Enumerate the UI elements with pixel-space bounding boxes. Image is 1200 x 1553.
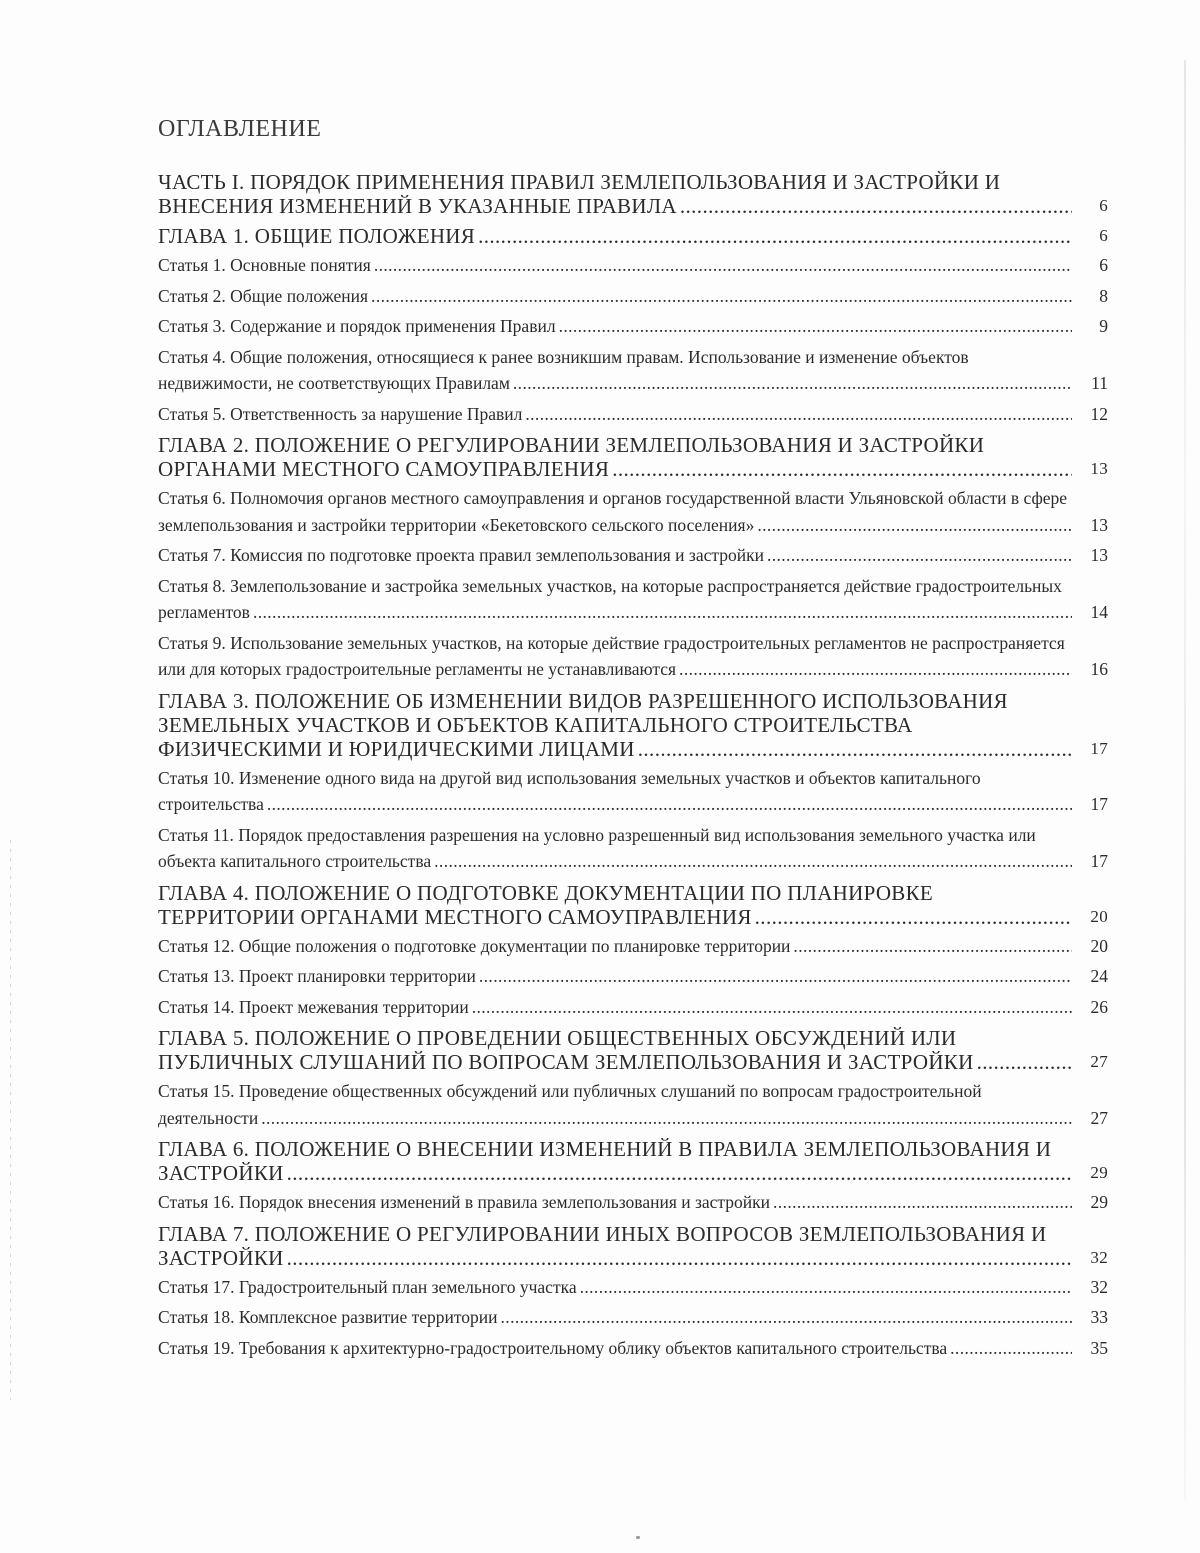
toc-entry-chapter[interactable]	[158, 224, 1108, 248]
toc-entry-article[interactable]	[158, 313, 1108, 340]
toc-entry-page-number: 20	[1072, 905, 1108, 929]
scan-speck	[636, 1536, 640, 1539]
toc-entry-page-number: 32	[1072, 1246, 1108, 1270]
toc-entry-chapter[interactable]	[158, 1137, 1108, 1185]
toc-entry-page-number: 33	[1072, 1304, 1108, 1331]
toc-entry-page-number: 6	[1072, 224, 1108, 248]
toc-entry-article[interactable]	[158, 401, 1108, 428]
toc-entry-title: Статья 5. Ответственность за нарушение Правил .....	[158, 404, 522, 424]
toc-entry-title: Статья 18. Комплексное развитие территории .....	[158, 1307, 498, 1327]
toc-entry-page-number: 27	[1072, 1105, 1108, 1132]
toc-entry-title: Статья 13. Проект планировки территории .....	[158, 966, 476, 986]
toc-entry-title: ГЛАВА 3. ПОЛОЖЕНИЕ ОБ ИЗМЕНЕНИИ ВИДОВ РАЗРЕШЕННОГО ИСПОЛЬЗОВАНИЯ ЗЕМЕЛЬНЫХ УЧАСТКОВ И ОБЪЕКТОВ КАПИТАЛЬНОГО СТРОИТЕЛЬСТВА ФИЗИЧЕСКИМИ И ЮРИДИЧЕСКИМИ ЛИЦАМИ .....	[158, 689, 1008, 761]
toc-entry-title: ГЛАВА 2. ПОЛОЖЕНИЕ О РЕГУЛИРОВАНИИ ЗЕМЛЕПОЛЬЗОВАНИЯ И ЗАСТРОЙКИ ОРГАНАМИ МЕСТНОГО САМОУПРАВЛЕНИЯ .....	[158, 433, 984, 481]
toc-entry-page-number: 16	[1072, 656, 1108, 683]
toc-entry-title: Статья 11. Порядок предоставления разрешения на условно разрешенный вид использования земельного участка или объекта капитального строительства .....	[158, 825, 1036, 872]
toc-entry-page-number: 29	[1072, 1161, 1108, 1185]
toc-entry-page-number: 11	[1072, 370, 1108, 397]
toc-entry-article[interactable]	[158, 933, 1108, 960]
toc-entry-page-number: 17	[1072, 848, 1108, 875]
toc-entry-page-number: 8	[1072, 283, 1108, 310]
toc-entry-title: Статья 3. Содержание и порядок применения Правил .....	[158, 316, 556, 336]
toc-entry-page-number: 9	[1072, 313, 1108, 340]
toc-entry-page-number: 24	[1072, 963, 1108, 990]
toc-entry-article[interactable]	[158, 822, 1108, 875]
toc-entry-chapter[interactable]	[158, 433, 1108, 481]
toc-entry-title: Статья 8. Землепользование и застройка земельных участков, на которые распространяется действие градостроительных регламентов .....	[158, 576, 1062, 623]
toc-entry-article[interactable]	[158, 994, 1108, 1021]
toc-entry-article[interactable]	[158, 1335, 1108, 1362]
scan-edge-shadow	[1184, 60, 1186, 1500]
toc-entry-part[interactable]	[158, 170, 1108, 218]
toc-entry-page-number: 35	[1072, 1335, 1108, 1362]
toc-entry-title: ГЛАВА 1. ОБЩИЕ ПОЛОЖЕНИЯ .....	[158, 224, 475, 248]
toc-entry-chapter[interactable]	[158, 1222, 1108, 1270]
toc-entry-chapter[interactable]	[158, 689, 1108, 761]
toc-entry-page-number: 12	[1072, 401, 1108, 428]
toc-entry-article[interactable]	[158, 252, 1108, 279]
toc-entry-article[interactable]	[158, 1189, 1108, 1216]
toc-entry-article[interactable]	[158, 573, 1108, 626]
toc-entry-title: Статья 19. Требования к архитектурно-градостроительному облику объектов капитального строительства .....	[158, 1338, 947, 1358]
toc-entry-article[interactable]	[158, 344, 1108, 397]
toc-entry-article[interactable]	[158, 765, 1108, 818]
toc-entry-title: Статья 1. Основные понятия .....	[158, 255, 371, 275]
toc-entry-page-number: 17	[1072, 737, 1108, 761]
page-title: ОГЛАВЛЕНИЕ	[158, 116, 322, 142]
toc-entry-page-number: 6	[1072, 252, 1108, 279]
toc-entry-page-number: 17	[1072, 791, 1108, 818]
toc-entry-title: Статья 15. Проведение общественных обсуждений или публичных слушаний по вопросам градостроительной деятельности .....	[158, 1081, 982, 1128]
toc-entry-page-number: 13	[1072, 512, 1108, 539]
toc-entry-article[interactable]	[158, 1078, 1108, 1131]
toc-entry-chapter[interactable]	[158, 881, 1108, 929]
toc-entry-title: Статья 7. Комиссия по подготовке проекта правил землепользования и застройки .....	[158, 545, 764, 565]
toc-entry-chapter[interactable]	[158, 1026, 1108, 1074]
toc-entry-title: Статья 16. Порядок внесения изменений в правила землепользования и застройки .....	[158, 1192, 770, 1212]
toc-entry-article[interactable]	[158, 1304, 1108, 1331]
toc-entry-title: Статья 10. Изменение одного вида на другой вид использования земельных участков и объектов капитального строительства .....	[158, 768, 981, 815]
toc-entry-title: Статья 17. Градостроительный план земельного участка .....	[158, 1277, 577, 1297]
toc-entry-page-number: 32	[1072, 1274, 1108, 1301]
toc-entry-article[interactable]	[158, 1274, 1108, 1301]
toc-entry-article[interactable]	[158, 283, 1108, 310]
toc-entry-title: ЧАСТЬ I. ПОРЯДОК ПРИМЕНЕНИЯ ПРАВИЛ ЗЕМЛЕПОЛЬЗОВАНИЯ И ЗАСТРОЙКИ И ВНЕСЕНИЯ ИЗМЕНЕНИЙ В УКАЗАННЫЕ ПРАВИЛА .....	[158, 170, 1000, 218]
toc-entry-article[interactable]	[158, 963, 1108, 990]
toc-entry-title: Статья 12. Общие положения о подготовке документации по планировке территории .....	[158, 936, 790, 956]
toc-entry-article[interactable]	[158, 485, 1108, 538]
toc-entry-title: ГЛАВА 4. ПОЛОЖЕНИЕ О ПОДГОТОВКЕ ДОКУМЕНТАЦИИ ПО ПЛАНИРОВКЕ ТЕРРИТОРИИ ОРГАНАМИ МЕСТНОГО САМОУПРАВЛЕНИЯ .....	[158, 881, 933, 929]
toc-entry-page-number: 27	[1072, 1050, 1108, 1074]
toc-entry-page-number: 14	[1072, 599, 1108, 626]
toc-entry-page-number: 6	[1072, 194, 1108, 218]
toc-entry-page-number: 26	[1072, 994, 1108, 1021]
toc-entry-page-number: 29	[1072, 1189, 1108, 1216]
toc-entry-title: ГЛАВА 7. ПОЛОЖЕНИЕ О РЕГУЛИРОВАНИИ ИНЫХ ВОПРОСОВ ЗЕМЛЕПОЛЬЗОВАНИЯ И ЗАСТРОЙКИ .....	[158, 1222, 1046, 1270]
toc-entry-title: ГЛАВА 6. ПОЛОЖЕНИЕ О ВНЕСЕНИИ ИЗМЕНЕНИЙ В ПРАВИЛА ЗЕМЛЕПОЛЬЗОВАНИЯ И ЗАСТРОЙКИ .....	[158, 1137, 1051, 1185]
table-of-contents	[158, 170, 1108, 1361]
toc-entry-article[interactable]	[158, 542, 1108, 569]
toc-entry-page-number: 13	[1072, 542, 1108, 569]
toc-entry-article[interactable]	[158, 630, 1108, 683]
toc-entry-title: Статья 14. Проект межевания территории .....	[158, 997, 469, 1017]
toc-entry-title: Статья 9. Использование земельных участков, на которые действие градостроительных регламентов не распространяется или для которых градостроительные регламенты не устанавливаются .....	[158, 633, 1065, 680]
toc-entry-page-number: 20	[1072, 933, 1108, 960]
toc-entry-title: Статья 4. Общие положения, относящиеся к ранее возникшим правам. Использование и изменение объектов недвижимости, не соответствующих Правилам .....	[158, 347, 969, 394]
toc-entry-title: Статья 2. Общие положения .....	[158, 286, 368, 306]
scan-edge-marks	[10, 840, 11, 1400]
toc-entry-page-number: 13	[1072, 457, 1108, 481]
toc-entry-title: Статья 6. Полномочия органов местного самоуправления и органов государственной власти Ульяновской области в сфере землепользования и застройки территории «Бекетовского сельского поселения» .....	[158, 488, 1067, 535]
toc-entry-title: ГЛАВА 5. ПОЛОЖЕНИЕ О ПРОВЕДЕНИИ ОБЩЕСТВЕННЫХ ОБСУЖДЕНИЙ ИЛИ ПУБЛИЧНЫХ СЛУШАНИЙ ПО ВОПРОСАМ ЗЕМЛЕПОЛЬЗОВАНИЯ И ЗАСТРОЙКИ .....	[158, 1026, 974, 1074]
